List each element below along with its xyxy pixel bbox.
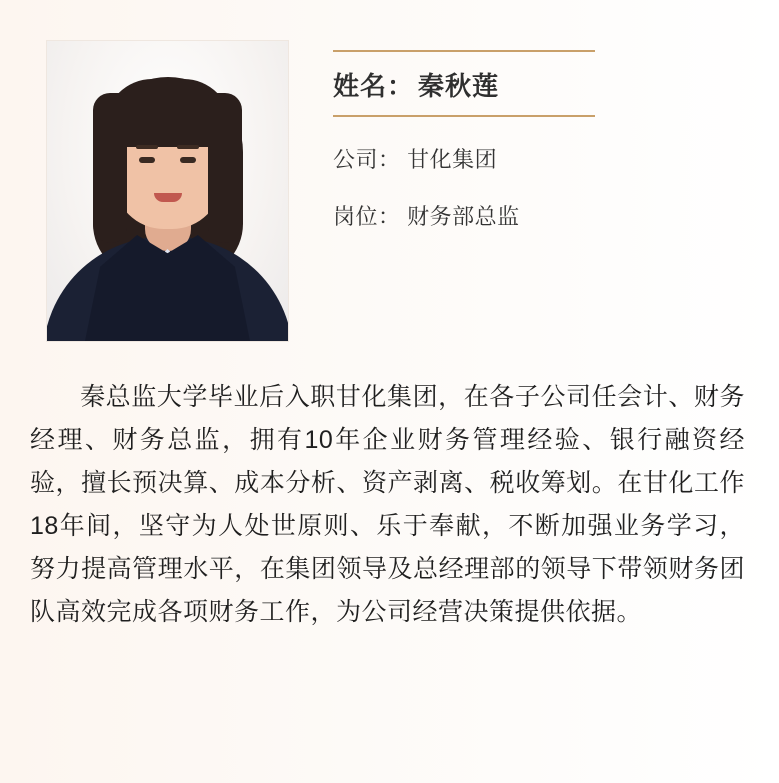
company-value: 甘化集团 — [407, 147, 498, 172]
position-label: 岗位： — [333, 204, 401, 229]
portrait-hair-side-right — [208, 93, 242, 243]
profile-info — [333, 40, 749, 231]
portrait-eye-right — [180, 157, 196, 163]
position-value: 财务部总监 — [407, 204, 520, 229]
portrait-hair-side-left — [93, 93, 127, 243]
name-value: 秦秋莲 — [418, 71, 500, 101]
position-row — [333, 200, 749, 231]
portrait-eye-left — [139, 157, 155, 163]
company-row — [333, 143, 749, 174]
profile-header — [0, 0, 779, 342]
portrait-photo — [46, 40, 289, 342]
portrait-brow-right — [177, 145, 199, 149]
portrait-brow-left — [136, 145, 158, 149]
biography-text: 秦总监大学毕业后入职甘化集团，在各子公司任会计、财务经理、财务总监，拥有10年企业财务管理经验、银行融资经验，擅长预决算、成本分析、资产剥离、税收筹划。在甘化工作18年间，坚守为人处世原则、乐于奉献，不断加强业务学习，努力提高管理水平，在集团领导及总经理部的领导下带领财务团队高效完成各项财务工作，为公司经营决策提供依据。 — [30, 383, 745, 626]
biography-paragraph — [30, 376, 745, 634]
name-row — [333, 50, 595, 117]
name-label: 姓名： — [333, 71, 415, 101]
company-label: 公司： — [333, 147, 401, 172]
